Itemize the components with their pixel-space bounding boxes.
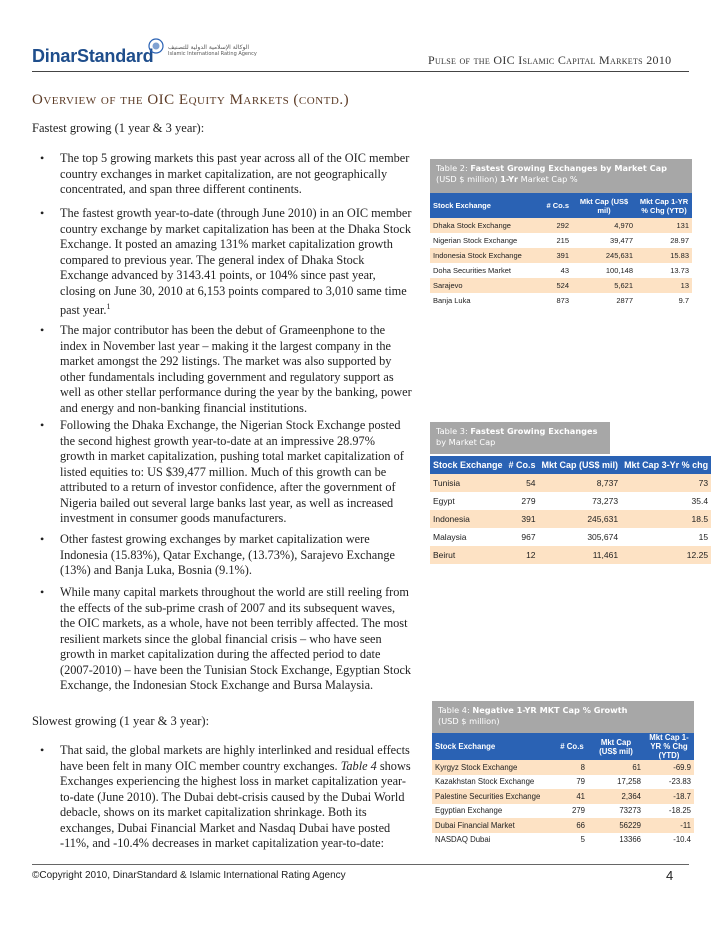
table-row: Kazakhstan Stock Exchange 79 17,258 -23.83 bbox=[432, 775, 694, 790]
list-item: • The major contributor has been the debut of Grameenphone to the index in November last year – making it the largest company in the market amongst the 292 listings. The market was also supported by other fundamentals including government and regulatory support as well as other stellar performance during the year by the banking, power and energy and non-banking financial institutions. bbox=[40, 323, 412, 415]
table-header: Stock Exchange bbox=[432, 733, 556, 760]
dinarstandard-logo: DinarStandard bbox=[32, 46, 154, 66]
table-header: Mkt Cap 1-YR % Chg (YTD) bbox=[636, 193, 692, 218]
table-row: Nigerian Stock Exchange 215 39,477 28.97 bbox=[430, 233, 692, 248]
table-header: Stock Exchange bbox=[430, 456, 506, 474]
table3-caption: Table 3: Fastest Growing Exchanges by Market Cap bbox=[430, 422, 610, 454]
list-item: • While many capital markets throughout the world are still reeling from the effects of the sub-prime crash of 2007 and its subsequent waves, the OIC markets, as a whole, have not been terribly affected. The most resilient markets since the global financial crisis – who have seen growth in market capitalization during the affected period to date (2007-2010) – have been the Tunisian Stock Exchange, Egyptian Stock Exchange, the Indonesian Stock Exchange and Bursa Malaysia. bbox=[40, 585, 412, 692]
iira-logo-text: الوكالة الإسلامية الدولية للتصنيف Islamic International Rating Agency bbox=[168, 44, 257, 57]
page-number: 4 bbox=[666, 868, 674, 883]
table-row: Egyptian Exchange 279 73273 -18.25 bbox=[432, 804, 694, 819]
table-header: Mkt Cap 1-YR % Chg (YTD) bbox=[644, 733, 694, 760]
iira-emblem-icon bbox=[148, 38, 164, 54]
footer-copyright: ©Copyright 2010, DinarStandard & Islamic International Rating Agency bbox=[32, 870, 346, 881]
table-row: Dubai Financial Market 66 56229 -11 bbox=[432, 818, 694, 833]
table-row: Indonesia 391 245,631 18.5 bbox=[430, 510, 711, 528]
table-row: Kyrgyz Stock Exchange 8 61 -69.9 bbox=[432, 760, 694, 775]
list-item: • Other fastest growing exchanges by market capitalization were Indonesia (15.83%), Qatar Exchange, (13.73%), Sarajevo Exchange (13%) and Banja Luka, Bosnia (9.1%). bbox=[40, 532, 395, 577]
header-rule bbox=[32, 71, 689, 72]
table-row: Sarajevo 524 5,621 13 bbox=[430, 278, 692, 293]
subhead-fastest: Fastest growing (1 year & 3 year): bbox=[32, 121, 205, 135]
table-row: Beirut 12 11,461 12.25 bbox=[430, 546, 711, 564]
table-row: Indonesia Stock Exchange 391 245,631 15.83 bbox=[430, 248, 692, 263]
table-header: # Co.s bbox=[536, 193, 572, 218]
table2 bbox=[430, 193, 692, 308]
table-header: Mkt Cap (US$ mil) bbox=[588, 733, 644, 760]
list-item: • The fastest growth year-to-date (through June 2010) in an OIC member country exchange by market capitalization has been at the Dhaka Stock Exchange. It posted an amazing 131% market capitalization growth compared to previous year. The general index of Dhaka Stock Exchange advanced by 3143.41 points, or 104% since past year, closing on June 30, 2010 at 6,153 points compared to 3,010 same time past year.$^1$ bbox=[40, 206, 412, 318]
section-title: Overview of the OIC Equity Markets (contd.) bbox=[32, 92, 350, 108]
table-row: Doha Securities Market 43 100,148 13.73 bbox=[430, 263, 692, 278]
table-header: Stock Exchange bbox=[430, 193, 536, 218]
footer-rule bbox=[32, 864, 689, 865]
table-header: Mkt Cap 3-Yr % chg bbox=[621, 456, 711, 474]
table-row: NASDAQ Dubai 5 13366 -10.4 bbox=[432, 833, 694, 848]
table3 bbox=[430, 456, 711, 564]
table-row: Egypt 279 73,273 35.4 bbox=[430, 492, 711, 510]
table-row: Dhaka Stock Exchange 292 4,970 131 bbox=[430, 218, 692, 233]
list-item: • Following the Dhaka Exchange, the Nigerian Stock Exchange posted the second highest growth year-to-date at an impressive 28.97% growth in market capitalization, pushing total market capitalization of listed equities to: US $39,477 million. Much of this growth can be attributed to a return of investor confidence, after the government of Nigeria bailed out several large banks last year, as well as increased investment in consumer goods manufacturers. bbox=[40, 418, 404, 525]
table-row: Banja Luka 873 2877 9.7 bbox=[430, 293, 692, 308]
table-row: Tunisia 54 8,737 73 bbox=[430, 474, 711, 492]
table-row: Palestine Securities Exchange 41 2,364 -18.7 bbox=[432, 789, 694, 804]
table-header: Mkt Cap (US$ mil) bbox=[539, 456, 622, 474]
table2-caption: Table 2: Fastest Growing Exchanges by Market Cap (USD $ million) 1-Yr Market Cap % bbox=[430, 159, 692, 193]
table4-caption: Table 4: Negative 1-YR MKT Cap % Growth (USD $ million) bbox=[432, 701, 694, 733]
table-header: # Co.s bbox=[506, 456, 539, 474]
table-header: # Co.s bbox=[556, 733, 588, 760]
running-title: Pulse of the OIC Islamic Capital Markets 2010 bbox=[428, 53, 672, 67]
list-item: • The top 5 growing markets this past year across all of the OIC member country exchanges in market capitalization, are not geographically concentrated, and span three different continents. bbox=[40, 151, 410, 196]
table-header: Mkt Cap (US$ mil) bbox=[572, 193, 636, 218]
list-item: • That said, the global markets are highly interlinked and residual effects have been felt in many OIC member country exchanges. Table 4 shows Exchanges experiencing the highest loss in market capitalization year-to-date (June 2010). The Dubai debt-crisis caused by the Dubai World debacle, shows on its market capitalization shrinkage. Both its exchanges, Dubai Financial Market and Nasdaq Dubai have posted -11%, and -10.4% decreases in market capitalization year-to-date: bbox=[40, 743, 411, 850]
subhead-slowest: Slowest growing (1 year & 3 year): bbox=[32, 714, 210, 728]
table4 bbox=[432, 733, 694, 847]
table-row: Malaysia 967 305,674 15 bbox=[430, 528, 711, 546]
